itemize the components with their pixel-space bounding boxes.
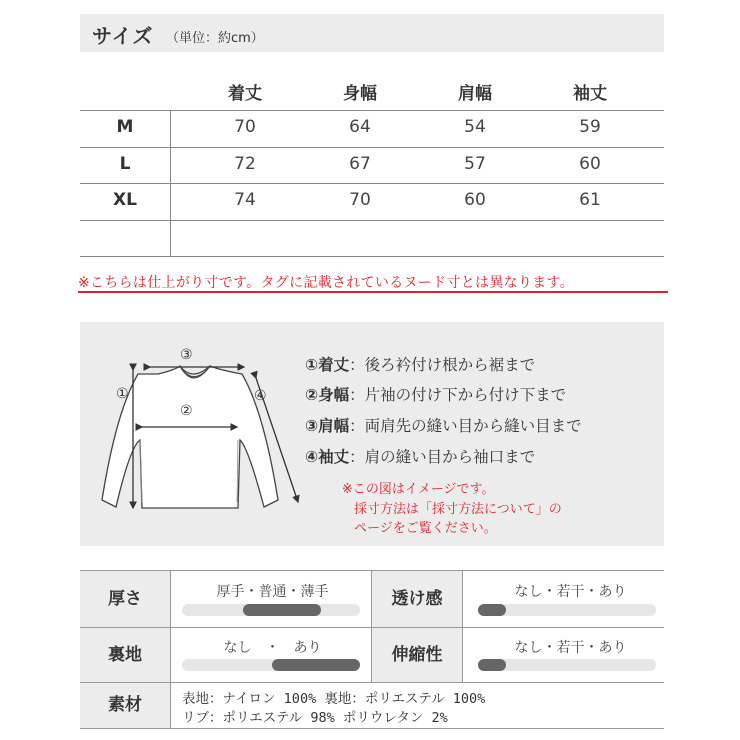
image-note-line2: 採寸方法は「採寸方法について」の: [354, 502, 562, 517]
lining-options: なし ・ あり: [223, 640, 322, 656]
marker-shoulder: ③: [180, 347, 193, 363]
table-cell: 67: [349, 154, 371, 174]
table-rule: [80, 256, 664, 257]
attr-rule: [80, 728, 664, 729]
size-title: サイズ: [92, 24, 154, 48]
stretch-label: 伸縮性: [372, 628, 462, 682]
thickness-options: 厚手・普通・薄手: [216, 584, 329, 600]
col-header-length: 着丈: [228, 84, 262, 104]
material-label: 素材: [80, 683, 170, 728]
attr-divider: [170, 571, 171, 682]
table-cell: 61: [579, 190, 601, 210]
marker-width: ②: [180, 403, 193, 419]
transparency-scale-indicator: [478, 604, 506, 616]
table-rule: [80, 220, 664, 221]
lining-label: 裏地: [80, 628, 170, 682]
shirt-illustration: [80, 322, 310, 546]
table-cell: 72: [234, 154, 256, 174]
attr-divider: [371, 571, 372, 682]
table-cell: 60: [579, 154, 601, 174]
table-cell: 59: [579, 117, 601, 137]
row-size-xl: XL: [113, 190, 137, 210]
size-unit: （単位：約cm）: [166, 31, 264, 46]
legend-width: ②身幅：片袖の付け下から付け下まで: [305, 386, 567, 404]
legend-shoulder: ③肩幅：両肩先の縫い目から縫い目まで: [305, 417, 582, 435]
table-divider: [170, 110, 171, 256]
thickness-scale-indicator: [243, 604, 321, 616]
transparency-options: なし・若干・あり: [514, 584, 627, 600]
table-rule: [80, 110, 664, 111]
image-note-line3: ページをご覧ください。: [354, 521, 497, 536]
legend-sleeve: ④袖丈：肩の縫い目から袖口まで: [305, 448, 536, 466]
thickness-label: 厚さ: [80, 571, 170, 627]
material-line-2: リブ：ポリエステル 98% ポリウレタン 2%: [182, 710, 448, 726]
note-underline: [78, 291, 668, 293]
table-cell: 70: [349, 190, 371, 210]
image-note-line1: ※この図はイメージです。: [342, 482, 495, 497]
legend-length: ①着丈：後ろ衿付け根から裾まで: [305, 356, 536, 374]
table-rule: [80, 147, 664, 148]
table-cell: 57: [464, 154, 486, 174]
attr-divider: [170, 683, 171, 728]
col-header-sleeve: 袖丈: [573, 84, 607, 104]
stretch-options: なし・若干・あり: [514, 640, 627, 656]
marker-length: ①: [116, 386, 129, 402]
material-line-1: 表地：ナイロン 100% 裏地：ポリエステル 100%: [182, 691, 486, 707]
table-cell: 64: [349, 117, 371, 137]
row-size-l: L: [119, 154, 131, 174]
finished-size-note: ※こちらは仕上がり寸です。タグに記載されているヌード寸とは異なります。: [78, 275, 574, 291]
lining-scale-indicator: [272, 659, 360, 671]
row-size-m: M: [116, 117, 134, 137]
table-cell: 74: [234, 190, 256, 210]
table-rule: [80, 183, 664, 184]
transparency-label: 透け感: [372, 571, 462, 627]
marker-sleeve: ④: [254, 388, 267, 404]
table-cell: 54: [464, 117, 486, 137]
attr-divider: [462, 571, 463, 682]
stretch-scale-indicator: [478, 659, 506, 671]
col-header-shoulder: 肩幅: [458, 84, 492, 104]
table-cell: 60: [464, 190, 486, 210]
col-header-width: 身幅: [343, 84, 377, 104]
table-cell: 70: [234, 117, 256, 137]
